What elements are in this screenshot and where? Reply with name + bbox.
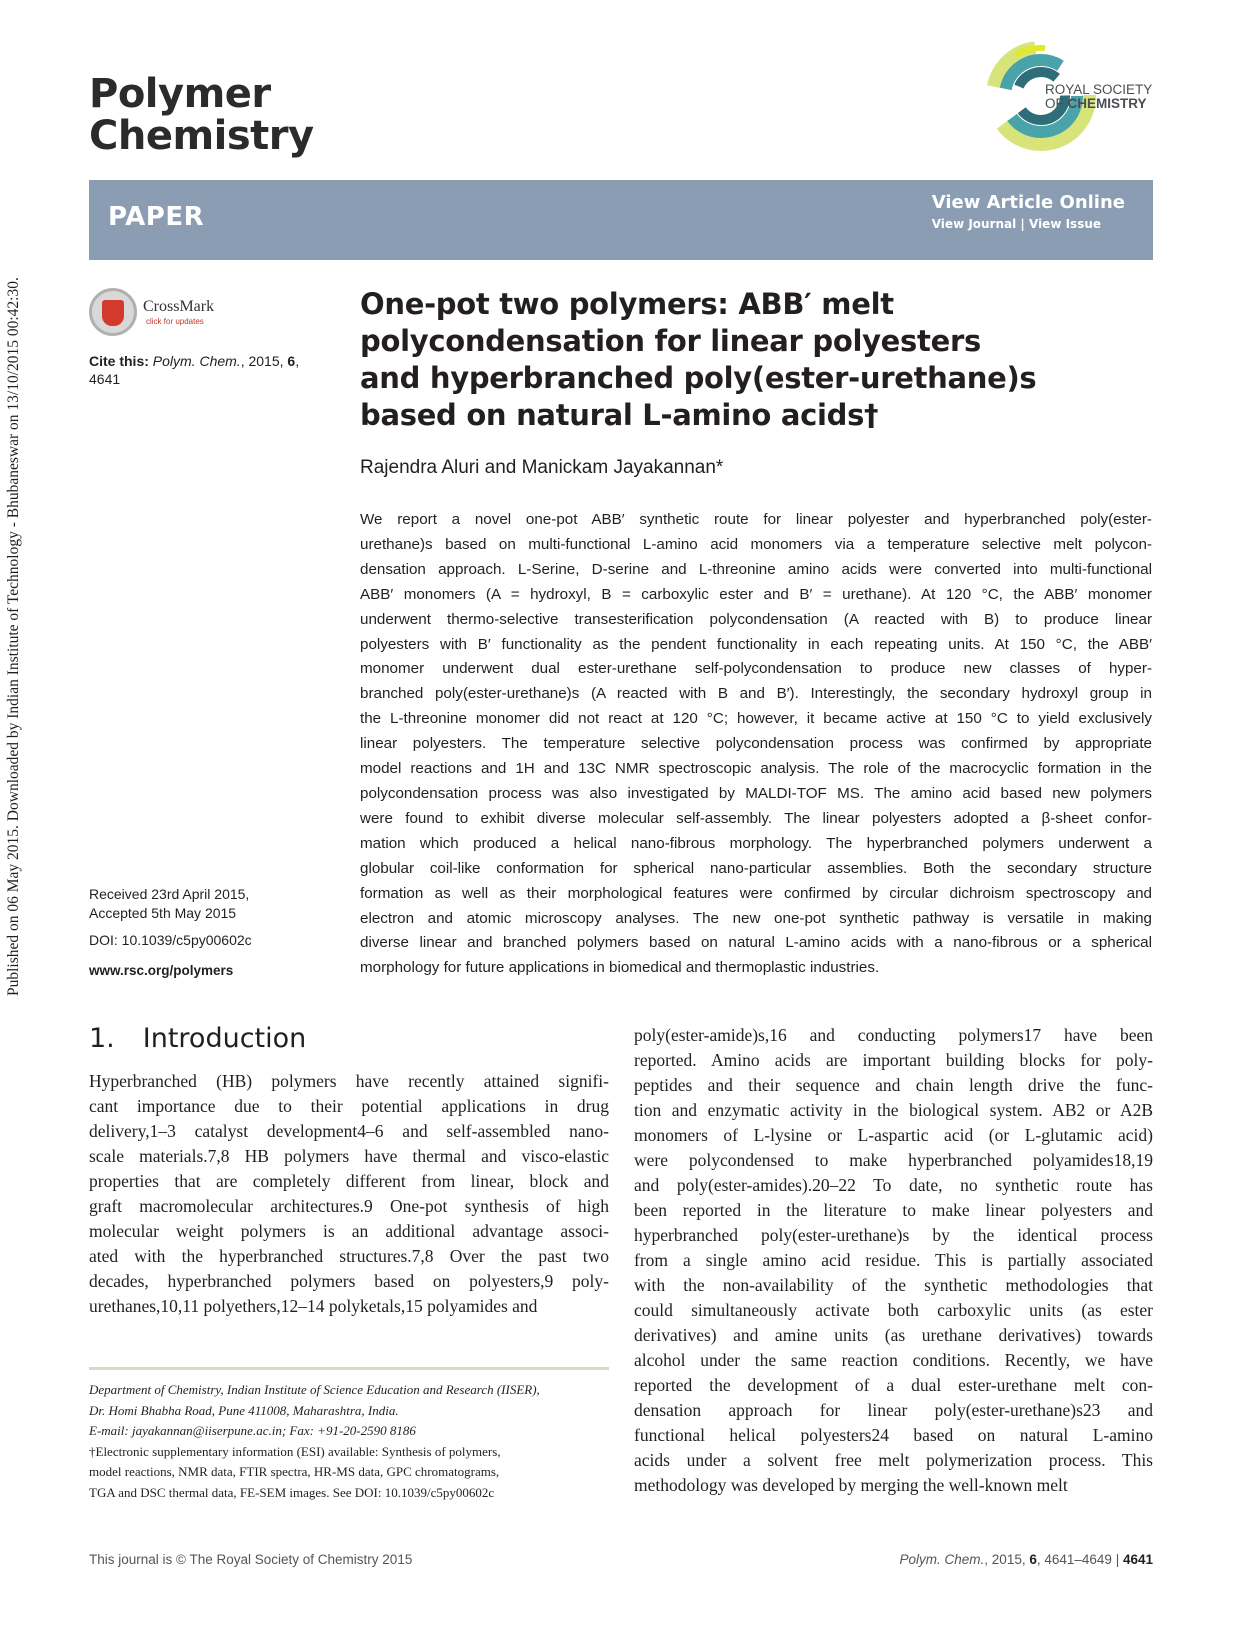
abstract-line: were found to exhibit diverse molecular self-assembly. The linear polyesters adopted a β-sheet confor-: [360, 809, 1152, 827]
journal-title-line-2: Chemistry: [89, 113, 314, 159]
abstract-line: mation which produced a helical nano-fibrous morphology. The hyperbranched polymers underwent a: [360, 834, 1152, 852]
abstract-line: the L-threonine monomer did not react at 120 °C; however, it became active at 150 °C to yield exclusively: [360, 710, 1152, 728]
body-line: acids under a solvent free melt polymerization process. This: [634, 1450, 1153, 1470]
article-type-banner: [89, 180, 1153, 260]
crossmark-title: CrossMark: [143, 298, 215, 315]
body-line: Hyperbranched (HB) polymers have recently attained signifi-: [89, 1071, 609, 1091]
section-title: Introduction: [142, 1023, 307, 1054]
view-article-online-link[interactable]: View Article Online: [931, 192, 1125, 213]
section-heading: [89, 1023, 306, 1054]
cite-year: , 2015,: [240, 353, 288, 369]
body-line: scale materials.7,8 HB polymers have thermal and visco-elastic: [89, 1146, 609, 1166]
journal-title-line-1: Polymer: [89, 71, 271, 117]
abstract-line: formation as well as their morphological features were confirmed by circular dichroism spectroscopy and: [360, 884, 1152, 902]
publisher-name: [1045, 83, 1152, 111]
article-type-label: PAPER: [108, 202, 205, 232]
body-line: densation approach for linear poly(ester-urethane)s23 and: [634, 1400, 1153, 1420]
cite-volume: 6: [287, 353, 296, 369]
body-line: urethanes,10,11 polyethers,12–14 polyketals,15 polyamides and: [89, 1296, 538, 1316]
footnotes: [89, 1380, 609, 1503]
doi[interactable]: DOI: 10.1039/c5py00602c: [89, 932, 252, 948]
title-line: One-pot two polymers: ABB′ melt: [360, 287, 894, 321]
esi-line: model reactions, NMR data, FTIR spectra, HR-MS data, GPC chromatograms,: [89, 1464, 500, 1479]
esi-line: †Electronic supplementary information (ESI) available: Synthesis of polymers,: [89, 1443, 501, 1459]
abstract-line: monomer underwent dual ester-urethane self-polycondensation to produce new classes of hyper-: [360, 660, 1152, 678]
body-line: properties that are completely different from linear, block and: [89, 1171, 609, 1191]
title-line: and hyperbranched poly(ester-urethane)s: [360, 361, 1037, 395]
section-number: 1.: [89, 1023, 115, 1054]
body-line: alcohol under the same reaction conditions. Recently, we have: [634, 1350, 1153, 1370]
cite-journal: Polym. Chem.: [152, 353, 241, 369]
footnote-divider: [89, 1367, 609, 1370]
abstract: [360, 508, 1152, 981]
body-line: tion and enzymatic activity in the biological system. AB2 or A2B: [634, 1100, 1153, 1120]
received-date: Received 23rd April 2015,: [89, 886, 250, 902]
footer-journal: Polym. Chem.: [899, 1552, 985, 1567]
intro-left-column: [89, 1069, 609, 1319]
body-line: reported the development of a dual ester-urethane melt con-: [634, 1375, 1153, 1395]
body-line: peptides and their sequence and chain length drive the func-: [634, 1075, 1153, 1095]
accepted-date: Accepted 5th May 2015: [89, 905, 237, 921]
citation: [89, 352, 329, 388]
intro-right-column: [634, 1023, 1153, 1498]
affiliation-line: Dr. Homi Bhabha Road, Pune 411008, Maharashtra, India.: [89, 1402, 399, 1418]
abstract-line: linear polyesters. The temperature selective polycondensation process was confirmed by appropriate: [360, 735, 1152, 753]
publisher-line-2-bold: CHEMISTRY: [1067, 96, 1147, 111]
body-line: methodology was developed by merging the well-known melt: [634, 1475, 1068, 1495]
title-line: based on natural L-amino acids†: [360, 398, 879, 432]
footer-separator: |: [1111, 1552, 1123, 1567]
cite-page: , 4641: [89, 353, 300, 387]
footer-pages: , 4641–4649: [1036, 1552, 1112, 1567]
abstract-line: ABB′ monomers (A = hydroxyl, B = carboxylic ester and B′ = urethane). At 120 °C, the ABB′ monomer: [360, 585, 1152, 603]
abstract-line: diverse linear and branched polymers based on natural L-amino acids with a nano-fibrous or a spherical: [360, 934, 1152, 952]
publisher-line-1: ROYAL SOCIETY: [1045, 82, 1153, 97]
journal-title: [89, 73, 314, 157]
footer-copyright: This journal is © The Royal Society of Chemistry 2015: [89, 1552, 413, 1567]
journal-url[interactable]: www.rsc.org/polymers: [89, 963, 234, 978]
abstract-line: morphology for future applications in biomedical and thermoplastic industries.: [360, 959, 880, 977]
publisher-line-2-prefix: OF: [1045, 96, 1064, 111]
affiliation-line: Department of Chemistry, Indian Institute of Science Education and Research (IISER),: [89, 1382, 540, 1397]
body-line: with the non-availability of the synthetic methodologies that: [634, 1275, 1153, 1295]
body-line: ated with the hyperbranched structures.7,8 Over the past two: [89, 1246, 609, 1266]
body-line: graft macromolecular architectures.9 One-pot synthesis of high: [89, 1196, 609, 1216]
abstract-line: underwent thermo-selective transesterification polycondensation (A reacted with B) to produce linear: [360, 610, 1152, 628]
cite-prefix: Cite this:: [89, 353, 149, 369]
body-line: cant importance due to their potential applications in drug: [89, 1096, 609, 1116]
view-journal-issue-links[interactable]: View Journal | View Issue: [931, 217, 1102, 231]
crossmark-subtitle: click for updates: [146, 317, 204, 326]
esi-line: TGA and DSC thermal data, FE-SEM images. See DOI: 10.1039/c5py00602c: [89, 1484, 495, 1500]
footer-volume: 6: [1029, 1552, 1037, 1567]
download-note: Published on 06 May 2015. Downloaded by Indian Institute of Technology - Bhubaneswar on 13/10/2015 00:42:30.: [5, 277, 22, 996]
body-line: were polycondensed to make hyperbranched polyamides18,19: [634, 1150, 1153, 1170]
body-line: and poly(ester-amides).20–22 To date, no synthetic route has: [634, 1175, 1153, 1195]
received-dates: [89, 885, 319, 923]
footer-year: , 2015,: [984, 1552, 1030, 1567]
footer-citation: [900, 1552, 1153, 1567]
abstract-line: densation approach. L-Serine, D-serine and L-threonine amino acids were converted into multi-functional: [360, 560, 1152, 578]
title-line: polycondensation for linear polyesters: [360, 324, 981, 358]
page-number: 4641: [1122, 1552, 1153, 1567]
abstract-line: polyesters with B′ functionality as the pendent functionality in each repeating units. At 150 °C, the ABB′: [360, 635, 1152, 653]
abstract-line: branched poly(ester-urethane)s (A reacted with B and B′). Interestingly, the secondary hydroxyl group in: [360, 685, 1152, 703]
crossmark-badge[interactable]: [89, 288, 229, 338]
body-line: derivatives) and amine units (as urethane derivatives) towards: [634, 1325, 1153, 1345]
body-line: functional helical polyesters24 based on natural L-amino: [634, 1425, 1153, 1445]
abstract-line: We report a novel one-pot ABB′ synthetic route for linear polyester and hyperbranched poly(ester-: [360, 511, 1152, 528]
paper-title: [360, 286, 1120, 434]
body-line: been reported in the literature to make linear polyesters and: [634, 1200, 1153, 1220]
body-line: decades, hyperbranched polymers based on polyesters,9 poly-: [89, 1271, 609, 1291]
body-line: monomers of L-lysine or L-aspartic acid (or L-glutamic acid): [634, 1125, 1153, 1145]
abstract-line: model reactions and 1H and 13C NMR spectroscopic analysis. The role of the macrocyclic formation in the: [360, 760, 1152, 778]
body-line: molecular weight polymers is an additional advantage associ-: [89, 1221, 609, 1241]
body-line: from a single amino acid residue. This is partially associated: [634, 1250, 1153, 1270]
abstract-line: electron and atomic microscopy analyses. The new one-pot synthetic pathway is versatile in making: [360, 909, 1152, 927]
abstract-line: polycondensation process was also investigated by MALDI-TOF MS. The amino acid based new polymers: [360, 784, 1152, 802]
body-line: delivery,1–3 catalyst development4–6 and self-assembled nano-: [89, 1121, 609, 1141]
body-line: could simultaneously activate both carboxylic units (as ester: [634, 1300, 1153, 1320]
email-line: E-mail: jayakannan@iiserpune.ac.in; Fax: +91-20-2590 8186: [89, 1423, 416, 1438]
body-line: reported. Amino acids are important building blocks for poly-: [634, 1050, 1153, 1070]
authors: Rajendra Aluri and Manickam Jayakannan*: [360, 457, 724, 478]
body-line: poly(ester-amide)s,16 and conducting polymers17 have been: [634, 1025, 1153, 1045]
crossmark-icon: [89, 288, 137, 336]
abstract-line: urethane)s based on multi-functional L-amino acid monomers via a temperature selective melt polycon-: [360, 535, 1152, 553]
abstract-line: globular coil-like conformation for spherical nano-particular assemblies. Both the secondary structure: [360, 859, 1152, 877]
body-line: hyperbranched poly(ester-urethane)s by the identical process: [634, 1225, 1153, 1245]
